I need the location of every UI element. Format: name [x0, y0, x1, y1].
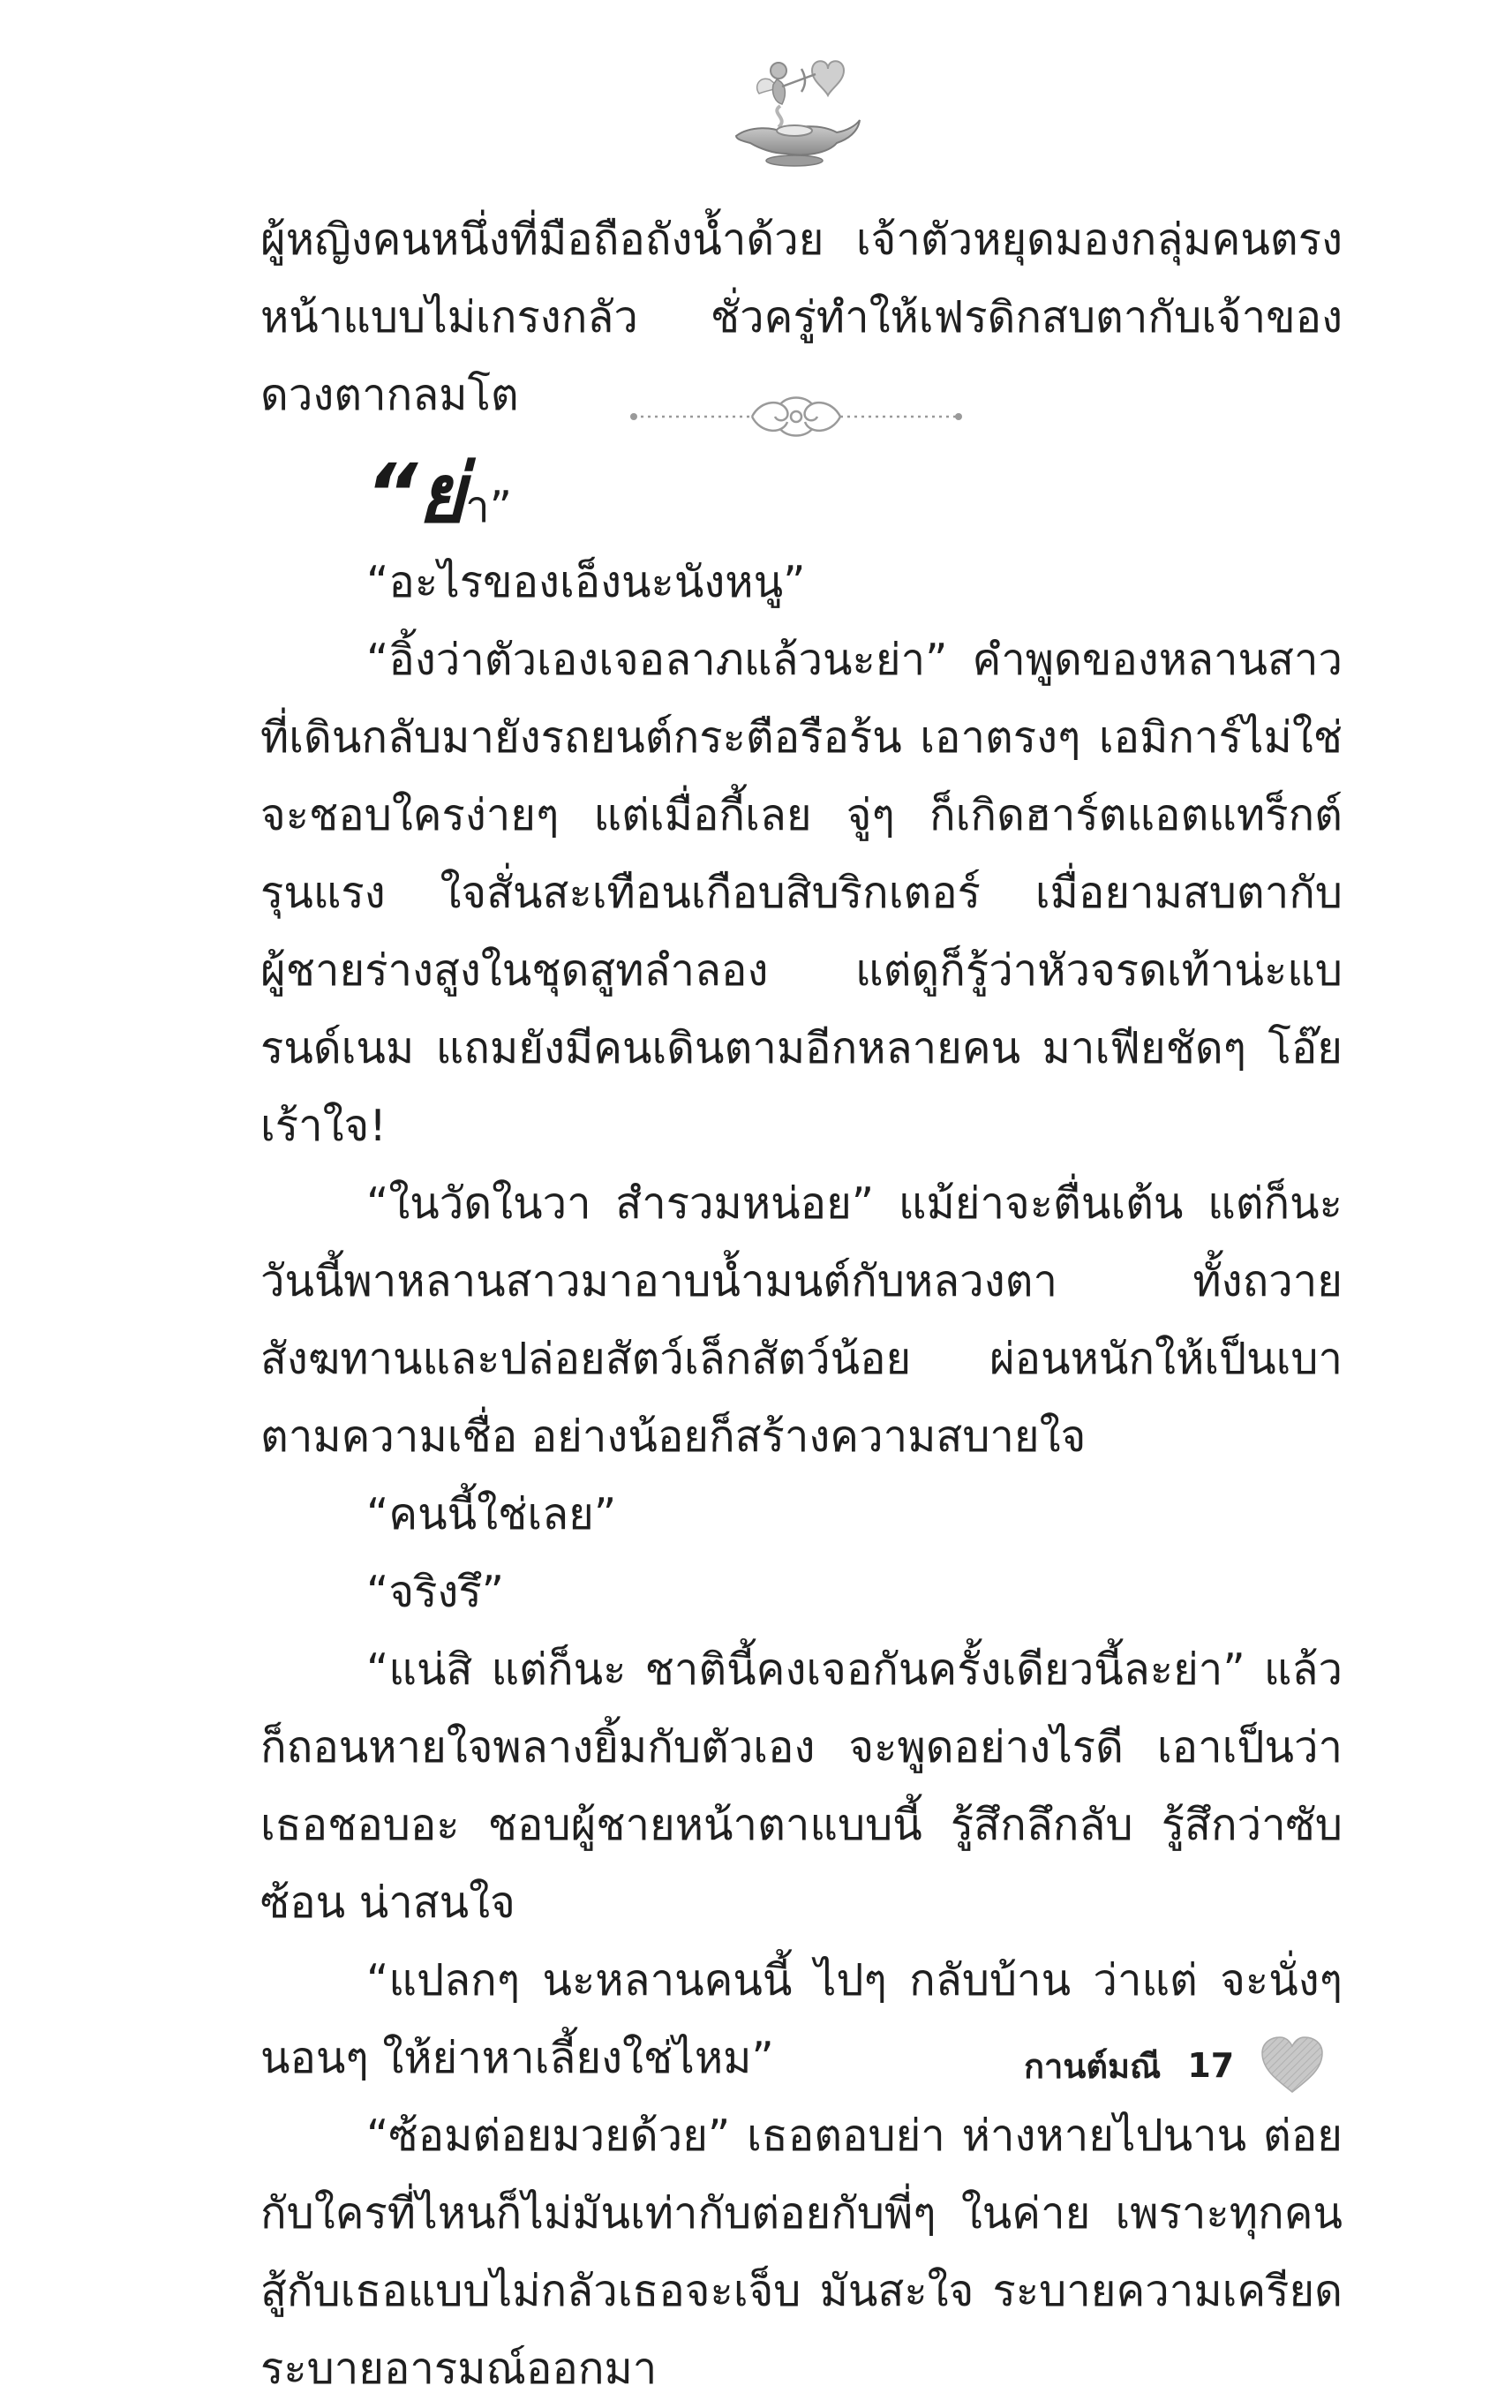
paragraph: ผู้หญิงคนหนึ่งที่มือถือถังน้ำด้วย เจ้าตัวหยุดมองกลุ่มคนตรงหน้าแบบไม่เกรงกลัว ชั่วครู่ทำให้เฟรดิกสบตากับเจ้าของดวงตากลมโต [260, 214, 1343, 420]
paragraph: “อิ้งว่าตัวเองเจอลาภแล้วนะย่า” คำพูดของหลานสาวที่เดินกลับมายังรถยนต์กระตือรือร้น เอาตรงๆ เอมิการ์ไม่ใช่จะชอบใครง่ายๆ แต่เมื่อกี้เลย จู่ๆ ก็เกิดฮาร์ตแอตแทร็กต์รุนแรง ใจสั่นสะเทือนเกือบสิบริกเตอร์ เมื่อยามสบตากับผู้ชายร่างสูงในชุดสูทลำลอง แต่ดูก็รู้ว่าหัวจรดเท้าน่ะแบรนด์เนม แถมยังมีคนเดินตามอีกหลายคน มาเฟียชัดๆ โอ๊ย เร้าใจ! [260, 635, 1343, 1151]
heart-icon [1259, 2034, 1326, 2097]
paragraph: “อะไรของเอ็งนะนังหนู” [366, 557, 806, 607]
page-number: 17 [1187, 2046, 1235, 2085]
dropcap-rest: า” [465, 482, 513, 532]
paragraph: “จริงรึ” [366, 1567, 505, 1617]
dropcap: “ย่ [365, 447, 466, 541]
paragraph: “ในวัดในวา สำรวมหน่อย” แม้ย่าจะตื่นเต้น แต่ก็นะ วันนี้พาหลานสาวมาอาบน้ำมนต์กับหลวงตา ทั้งถวายสังฆทานและปล่อยสัตว์เล็กสัตว์น้อย ผ่อนหนักให้เป็นเบา ตามความเชื่อ อย่างน้อยก็สร้างความสบายใจ [260, 1178, 1343, 1462]
paragraph: “แปลกๆ นะหลานคนนี้ ไปๆ กลับบ้าน ว่าแต่ จะนั่งๆ นอนๆ ให้ย่าหาเลี้ยงใช่ไหม” [260, 1955, 1343, 2083]
body-text [260, 544, 1343, 2408]
author-name: กานต์มณี [1024, 2046, 1162, 2086]
paragraph: “แน่สิ แต่ก็นะ ชาตินี้คงเจอกันครั้งเดียวนี้ละย่า” แล้วก็ถอนหายใจพลางยิ้มกับตัวเอง จะพูดอย่างไรดี เอาเป็นว่าเธอชอบอะ ชอบผู้ชายหน้าตาแบบนี้ รู้สึกลึกลับ รู้สึกว่าซับซ้อน น่าสนใจ [260, 1644, 1343, 1928]
scroll-divider-icon [628, 381, 964, 452]
dropcap-line [365, 441, 512, 547]
genie-lamp-cupid-icon [724, 51, 865, 170]
page-footer [1024, 2030, 1326, 2101]
paragraph: “คนนี้ใช่เลย” [366, 1489, 617, 1539]
paragraph: “ซ้อมต่อยมวยด้วย” เธอตอบย่า ห่างหายไปนาน ต่อยกับใครที่ไหนก็ไม่มันเท่ากับต่อยกับพี่ๆ ในค่าย เพราะทุกคนสู้กับเธอแบบไม่กลัวเธอจะเจ็บ มันสะใจ ระบายความเครียดระบายอารมณ์ออกมา [260, 2111, 1343, 2394]
